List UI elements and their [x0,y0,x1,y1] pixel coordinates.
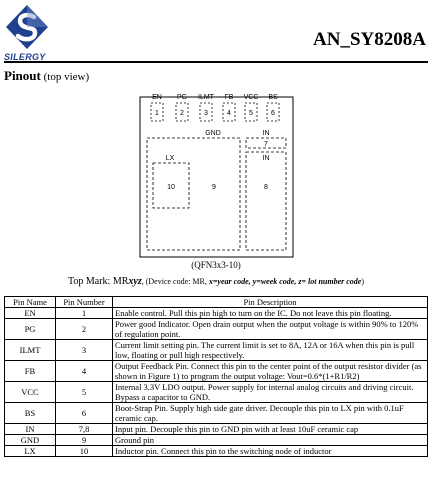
pin-pad-3 [200,103,212,121]
table-row [5,382,428,403]
top-mark-label: Top Mark: MR [67,276,129,287]
package-outline [140,97,293,257]
pin-desc: Ground pin [113,435,428,446]
header-rule [4,61,428,63]
top-mark-code: xyz [128,276,142,287]
pin-number: 6 [56,403,113,424]
pin-num-4: 4 [227,110,231,117]
pin-number: 10 [56,446,113,457]
pin-desc: Boot-Strap Pin. Supply high side gate driver. Decouple this pin to LX pin with 0.1uF ceramic cap. [113,403,428,424]
pin-num-2: 2 [180,110,184,117]
in-pad-right-num: 8 [264,184,268,191]
header-pin-name: Pin Name [5,297,56,308]
pin-name: ILMT [5,340,56,361]
pin-number: 9 [56,435,113,446]
pin-desc: Current limit setting pin. The current limit is set to 8A, 12A or 16A when this pin is pull low, floating or pull high respectively. [113,340,428,361]
pin-number: 7,8 [56,424,113,435]
pin-label-en: EN [152,94,162,101]
device-code-prefix: , (Device code: MR, [141,277,209,286]
pin-pad-2 [176,103,188,121]
lx-pad-label: LX [165,155,175,162]
pin-name: PG [5,319,56,340]
pin-desc: Inductor pin. Connect this pin to the switching node of inductor [113,446,428,457]
silergy-logo-icon [4,3,50,53]
in-pad-top-label: IN [262,130,270,137]
gnd-pad-num: 9 [212,184,216,191]
pin-label-ilmt: ILMT [198,94,214,101]
pin-desc: Enable control. Pull this pin high to turn on the IC. Do not leave this pin floating. [113,308,428,319]
top-mark-line [0,276,432,287]
in-pad-right-label: IN [262,155,270,162]
pin-name: FB [5,361,56,382]
lx-pad [153,163,189,208]
pin-pad-6 [267,103,279,121]
in-pad-top [246,138,286,148]
table-row [5,319,428,340]
in-pad-right [246,152,286,250]
pin-number: 2 [56,319,113,340]
pin-description-table [4,296,428,457]
pin-label-pg: PG [176,94,188,101]
pin-label-fb: FB [224,94,234,101]
section-title: Pinout [4,68,41,83]
pin-pad-4 [223,103,235,121]
pin-num-3: 3 [204,110,208,117]
pin-label-vcc: VCC [243,94,259,101]
pin-desc: Input pin. Decouple this pin to GND pin with at least 10uF ceramic cap [113,424,428,435]
in-pad-top-num: 7 [264,141,268,148]
pin-pad-1 [151,103,163,121]
pin-desc: Output Feedback Pin. Connect this pin to the center point of the output resistor divider (as shown in Figure 1) to program the output voltage: Vout=0.6*(1+R1/R2) [113,361,428,382]
table-row [5,435,428,446]
package-caption: (QFN3x3-10) [191,260,241,270]
table-row [5,424,428,435]
pin-name: LX [5,446,56,457]
device-code-closing: ) [361,277,365,286]
table-header-row [5,297,428,308]
lx-pad-num: 10 [167,184,175,191]
gnd-pad-label: GND [205,130,221,137]
table-row [5,308,428,319]
pin-num-1: 1 [155,110,159,117]
pin-number: 5 [56,382,113,403]
pin-name: GND [5,435,56,446]
pin-pad-5 [245,103,257,121]
table-row [5,361,428,382]
pin-num-6: 6 [271,110,275,117]
document-id: AN_SY8208A [313,29,426,50]
logo-text: SILERGY [4,52,46,62]
section-heading [4,68,89,84]
table-row [5,340,428,361]
pin-name: IN [5,424,56,435]
pin-name: EN [5,308,56,319]
pin-desc: Internal 3.3V LDO output. Power supply for internal analog circuits and driving circuit. Bypass a capacitor to GND. [113,382,428,403]
gnd-pad-outline [147,138,240,250]
table-row [5,446,428,457]
pin-number: 3 [56,340,113,361]
codes-note: x=year code, y=week code, z= lot number code [208,277,362,286]
pin-name: VCC [5,382,56,403]
pin-name: BS [5,403,56,424]
table-row [5,403,428,424]
pin-number: 4 [56,361,113,382]
header-pin-description: Pin Description [113,297,428,308]
header-pin-number: Pin Number [56,297,113,308]
pin-num-5: 5 [249,110,253,117]
pin-label-bs: BS [268,94,278,101]
pin-desc: Power good Indicator. Open drain output when the output voltage is within 90% to 120% of regulation point. [113,319,428,340]
pin-number: 1 [56,308,113,319]
section-subtitle: (top view) [43,71,90,83]
